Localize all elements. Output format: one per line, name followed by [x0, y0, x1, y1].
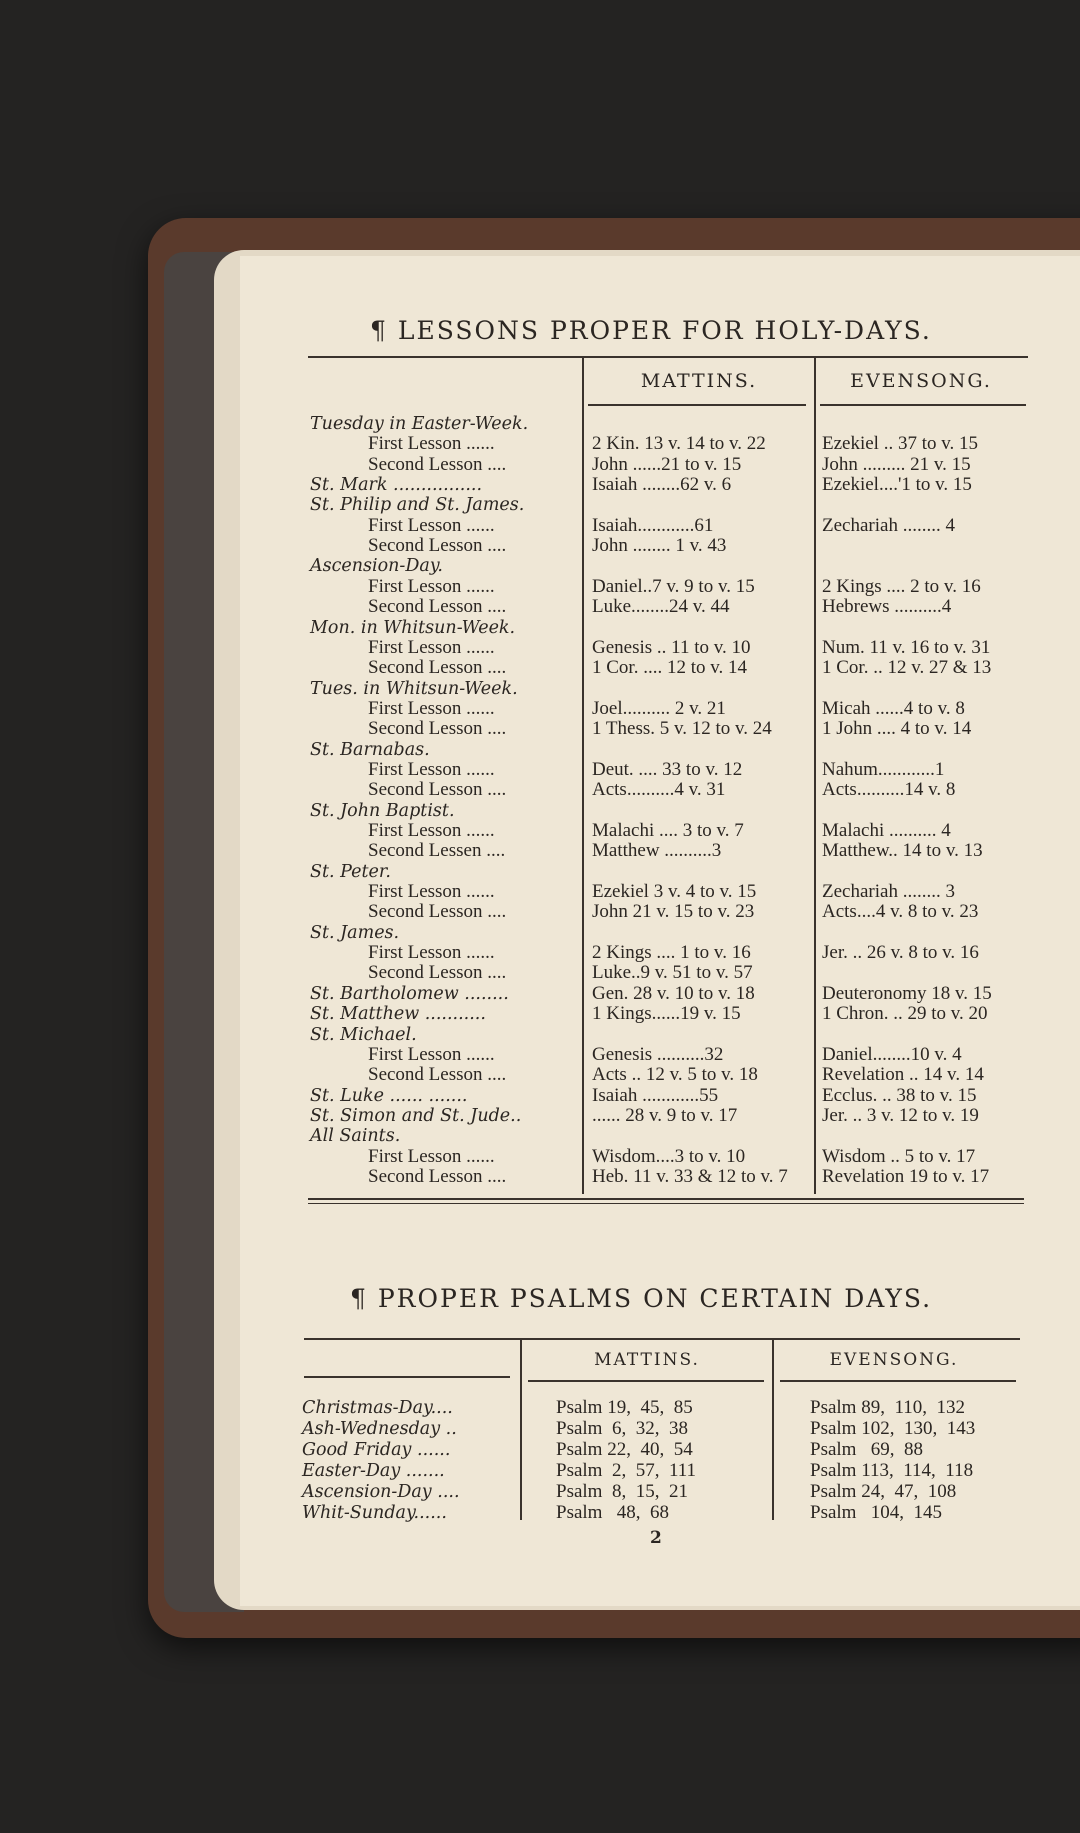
evensong-cell: Acts....4 v. 8 to v. 23 [822, 901, 979, 923]
psalm-day-label: Easter-Day ....... [302, 1461, 445, 1481]
lessons-col-mattins: MATTINS. [640, 370, 758, 392]
book-page [240, 256, 1080, 1606]
mattins-cell: John 21 v. 15 to v. 23 [592, 901, 755, 923]
lesson-label: First Lesson ...... [368, 697, 495, 719]
psalm-evensong-cell: Psalm 69, 88 [810, 1439, 923, 1460]
psalms-top-rule [304, 1338, 1020, 1340]
lesson-label: First Lesson ...... [368, 433, 495, 455]
evensong-cell: Wisdom .. 5 to v. 17 [822, 1145, 976, 1167]
lessons-divider-1 [582, 358, 584, 1194]
mattins-cell: Malachi .... 3 to v. 7 [592, 820, 744, 841]
lesson-label: Second Lesson .... [368, 657, 507, 679]
mattins-cell: 2 Kin. 13 v. 14 to v. 22 [592, 433, 766, 455]
evensong-cell: 1 Cor. .. 12 v. 27 & 13 [822, 657, 992, 679]
mattins-cell: Genesis .. 11 to v. 10 [592, 636, 751, 658]
psalm-day-label: Christmas-Day.... [302, 1398, 453, 1418]
mattins-cell: Matthew ..........3 [592, 840, 722, 862]
lesson-label: Second Lesson .... [368, 596, 507, 618]
evensong-cell: John ......... 21 v. 15 [822, 453, 971, 475]
lessons-divider-2 [814, 358, 816, 1194]
psalm-mattins-cell: Psalm 19, 45, 85 [556, 1397, 693, 1418]
evensong-cell: Ezekiel .. 37 to v. 15 [822, 433, 979, 455]
psalms-header-rule-0 [304, 1376, 510, 1378]
evensong-cell: Revelation .. 14 v. 14 [822, 1064, 984, 1086]
psalm-mattins-cell: Psalm 48, 68 [556, 1502, 669, 1523]
holy-day-label: St. John Baptist. [310, 800, 455, 821]
mattins-cell: 1 Cor. .... 12 to v. 14 [592, 657, 747, 679]
lesson-label: First Lesson ...... [368, 942, 495, 964]
lesson-label: Second Lesson .... [368, 901, 507, 923]
lesson-label: Second Lesson .... [368, 453, 507, 475]
psalm-evensong-cell: Psalm 24, 47, 108 [810, 1481, 957, 1502]
lesson-label: First Lesson ...... [368, 820, 495, 841]
lesson-label: First Lesson ...... [368, 636, 495, 658]
evensong-cell: Ecclus. .. 38 to v. 15 [822, 1084, 977, 1106]
lesson-label: Second Lesson .... [368, 1165, 507, 1187]
lesson-label: Second Lesson .... [368, 779, 507, 801]
evensong-cell: Revelation 19 to v. 17 [822, 1165, 990, 1187]
holy-day-label: Mon. in Whitsun-Week. [310, 617, 516, 638]
mattins-cell: Luke........24 v. 44 [592, 596, 730, 618]
holy-day-label: St. Michael. [310, 1024, 417, 1045]
holy-day-label: Tuesday in Easter-Week. [310, 414, 529, 434]
evensong-cell: Micah ......4 to v. 8 [822, 697, 965, 719]
lessons-top-rule [308, 356, 1028, 358]
psalm-mattins-cell: Psalm 22, 40, 54 [556, 1439, 693, 1460]
page-number: 2 [650, 1528, 662, 1548]
mattins-cell: 2 Kings .... 1 to v. 16 [592, 942, 751, 964]
evensong-cell: Matthew.. 14 to v. 13 [822, 840, 983, 862]
psalm-day-label: Ash-Wednesday .. [302, 1419, 457, 1439]
holy-day-label: Tues. in Whitsun-Week. [310, 678, 518, 699]
lesson-label: First Lesson ...... [368, 1145, 495, 1167]
holy-day-label: St. Mark ................ [310, 475, 483, 496]
mattins-cell: Isaiah ........62 v. 6 [592, 474, 732, 496]
psalm-evensong-cell: Psalm 89, 110, 132 [810, 1397, 965, 1418]
mattins-cell: Isaiah............61 [592, 514, 714, 536]
psalm-evensong-cell: Psalm 102, 130, 143 [810, 1418, 976, 1439]
lesson-label: First Lesson ...... [368, 758, 495, 780]
lessons-bottom-rule-2 [308, 1203, 1024, 1204]
lessons-col-evensong: EVENSONG. [850, 370, 992, 392]
psalms-col-evensong: EVENSONG. [829, 1350, 959, 1370]
psalms-title: ¶ PROPER PSALMS ON CERTAIN DAYS. [350, 1284, 933, 1313]
lesson-label: First Lesson ...... [368, 881, 495, 903]
evensong-cell: 1 Chron. .. 29 to v. 20 [822, 1003, 988, 1025]
lesson-label: First Lesson ...... [368, 575, 495, 597]
evensong-cell: Hebrews ..........4 [822, 596, 952, 618]
psalm-mattins-cell: Psalm 8, 15, 21 [556, 1481, 688, 1502]
mattins-cell: Ezekiel 3 v. 4 to v. 15 [592, 881, 757, 903]
psalms-col-mattins: MATTINS. [594, 1350, 700, 1370]
holy-day-label: St. Barnabas. [310, 739, 430, 760]
mattins-cell: John ......21 to v. 15 [592, 453, 742, 475]
mattins-cell: Luke..9 v. 51 to v. 57 [592, 962, 753, 984]
psalm-day-label: Good Friday ...... [302, 1440, 451, 1460]
lessons-title: ¶ LESSONS PROPER FOR HOLY-DAYS. [370, 316, 932, 345]
psalms-header-rule-1 [528, 1380, 764, 1382]
holy-day-label: St. Luke ...... ....... [310, 1085, 468, 1106]
evensong-cell: Nahum............1 [822, 758, 945, 780]
psalm-day-label: Ascension-Day .... [302, 1482, 460, 1502]
lesson-label: Second Lessen .... [368, 840, 506, 862]
holy-day-label: St. Matthew ........... [310, 1004, 486, 1025]
mattins-cell: Wisdom....3 to v. 10 [592, 1145, 746, 1167]
mattins-cell: John ........ 1 v. 43 [592, 535, 727, 557]
mattins-cell: Isaiah ............55 [592, 1084, 719, 1106]
psalm-evensong-cell: Psalm 113, 114, 118 [810, 1460, 974, 1481]
lesson-label: Second Lesson .... [368, 962, 507, 984]
evensong-cell: Deuteronomy 18 v. 15 [822, 982, 992, 1004]
mattins-cell: Gen. 28 v. 10 to v. 18 [592, 982, 755, 1004]
holy-day-label: St. Bartholomew ........ [310, 983, 509, 1004]
evensong-cell: Jer. .. 3 v. 12 to v. 19 [822, 1104, 979, 1126]
lesson-label: First Lesson ...... [368, 514, 495, 536]
lesson-label: Second Lesson .... [368, 535, 507, 557]
psalm-evensong-cell: Psalm 104, 145 [810, 1502, 942, 1523]
lessons-bottom-rule-1 [308, 1198, 1024, 1200]
mattins-cell: Acts .. 12 v. 5 to v. 18 [592, 1064, 758, 1086]
lessons-header-rule-2 [820, 404, 1026, 406]
holy-day-label: St. Simon and St. Jude.. [310, 1105, 522, 1126]
psalm-mattins-cell: Psalm 2, 57, 111 [556, 1460, 697, 1481]
evensong-cell: Daniel........10 v. 4 [822, 1043, 962, 1065]
evensong-cell: Ezekiel....'1 to v. 15 [822, 474, 972, 496]
mattins-cell: 1 Kings......19 v. 15 [592, 1003, 741, 1025]
mattins-cell: Heb. 11 v. 33 & 12 to v. 7 [592, 1165, 788, 1187]
psalms-header-rule-2 [780, 1380, 1016, 1382]
holy-day-label: Ascension-Day. [310, 556, 443, 577]
evensong-cell: Acts..........14 v. 8 [822, 779, 956, 801]
mattins-cell: 1 Thess. 5 v. 12 to v. 24 [592, 718, 772, 740]
lesson-label: Second Lesson .... [368, 718, 507, 740]
evensong-cell: Zechariah ........ 3 [822, 881, 955, 903]
mattins-cell: Joel.......... 2 v. 21 [592, 697, 726, 719]
lesson-label: Second Lesson .... [368, 1064, 507, 1086]
psalm-mattins-cell: Psalm 6, 32, 38 [556, 1418, 688, 1439]
holy-day-label: All Saints. [310, 1126, 401, 1147]
evensong-cell: 1 John .... 4 to v. 14 [822, 718, 972, 740]
mattins-cell: ...... 28 v. 9 to v. 17 [592, 1104, 738, 1126]
evensong-cell: 2 Kings .... 2 to v. 16 [822, 575, 981, 597]
holy-day-label: St. Peter. [310, 861, 391, 882]
evensong-cell: Num. 11 v. 16 to v. 31 [822, 636, 991, 658]
holy-day-label: St. James. [310, 922, 400, 943]
mattins-cell: Daniel..7 v. 9 to v. 15 [592, 575, 755, 597]
evensong-cell: Zechariah ........ 4 [822, 514, 955, 536]
evensong-cell: Jer. .. 26 v. 8 to v. 16 [822, 942, 979, 964]
mattins-cell: Genesis ..........32 [592, 1043, 724, 1065]
lessons-header-rule-1 [588, 404, 806, 406]
mattins-cell: Deut. .... 33 to v. 12 [592, 758, 743, 780]
psalm-day-label: Whit-Sunday...... [302, 1503, 447, 1523]
holy-day-label: St. Philip and St. James. [310, 495, 525, 516]
evensong-cell: Malachi .......... 4 [822, 820, 951, 841]
mattins-cell: Acts..........4 v. 31 [592, 779, 726, 801]
lesson-label: First Lesson ...... [368, 1043, 495, 1065]
